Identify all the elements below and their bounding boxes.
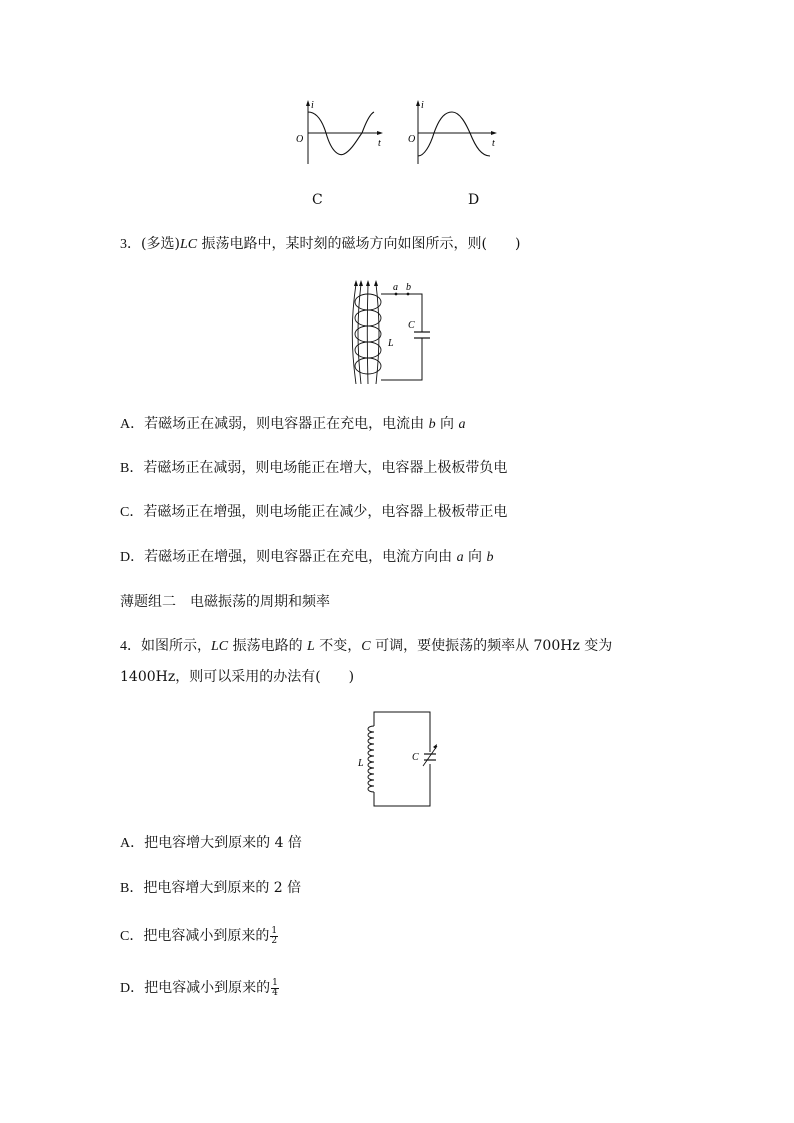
q3-number: 3． bbox=[120, 237, 141, 252]
q3-option-c bbox=[120, 502, 507, 523]
q4-option-d bbox=[120, 978, 279, 999]
q4-option-b-label: B． bbox=[120, 881, 144, 896]
q3-option-a-v2: a bbox=[458, 417, 466, 432]
q4-option-d-text: 把电容减小到原来的 bbox=[144, 980, 271, 996]
q3-option-b-label: B． bbox=[120, 461, 144, 476]
q4-option-c-label: C． bbox=[120, 929, 144, 944]
graph-c-axis-i: i bbox=[311, 100, 314, 111]
q4-figure-L: L bbox=[358, 758, 364, 769]
q3-figure-coil-circuit bbox=[348, 278, 432, 388]
q3-option-d-v1: a bbox=[456, 550, 464, 565]
q4-option-a-text: 把电容增大到原来的 4 倍 bbox=[144, 835, 302, 851]
graph-d bbox=[408, 98, 502, 168]
graph-c-origin: O bbox=[296, 134, 304, 145]
graph-d-origin: O bbox=[408, 134, 416, 145]
q3-option-b-text: 若磁场正在减弱，则电场能正在增大，电容器上极板带负电 bbox=[143, 460, 508, 476]
q4-stem-line1 bbox=[120, 636, 612, 657]
q3-option-d bbox=[120, 547, 493, 568]
q4-text3: 不变， bbox=[314, 638, 362, 654]
q4-option-a-label: A． bbox=[120, 836, 145, 851]
q4-option-c-fraction bbox=[270, 927, 278, 946]
q3-option-d-mid: 向 bbox=[463, 549, 487, 565]
q4-option-c bbox=[120, 926, 278, 947]
q3-lc: LC bbox=[179, 237, 198, 252]
q3-figure-C: C bbox=[408, 320, 415, 331]
q4-number: 4． bbox=[120, 639, 141, 654]
q3-figure-L: L bbox=[388, 338, 394, 349]
q4-figure-lc-circuit bbox=[354, 708, 438, 810]
q4-option-d-denominator: 4 bbox=[272, 987, 278, 998]
q3-option-d-v2: b bbox=[486, 550, 494, 565]
graph-d-label: D bbox=[468, 192, 480, 208]
q3-option-a-text: 若磁场正在减弱，则电容器正在充电，电流由 bbox=[144, 416, 429, 432]
q3-option-c-label: C． bbox=[120, 505, 144, 520]
q4-option-d-label: D． bbox=[120, 981, 145, 996]
q4-C: C bbox=[361, 639, 371, 654]
section-title: 薄题组二 电磁振荡的周期和频率 bbox=[120, 594, 330, 610]
q3-stem bbox=[120, 234, 520, 255]
q4-text1: 如图所示， bbox=[141, 638, 211, 654]
q3-stem-text: 振荡电路中，某时刻的磁场方向如图所示，则( ) bbox=[197, 236, 521, 252]
graph-d-axis-t: t bbox=[492, 138, 495, 149]
graph-c-label: C bbox=[312, 192, 323, 208]
q3-option-d-label: D． bbox=[120, 550, 145, 565]
q4-option-c-numerator: 1 bbox=[271, 925, 278, 936]
q4-text2: 振荡电路的 bbox=[228, 638, 308, 654]
q3-option-a-label: A． bbox=[120, 417, 145, 432]
q4-stem-line2: 1400Hz，则可以采用的办法有( ) bbox=[120, 669, 355, 685]
graph-c bbox=[296, 98, 386, 168]
q3-option-d-text: 若磁场正在增强，则电容器正在充电，电流方向由 bbox=[144, 549, 457, 565]
q3-option-c-text: 若磁场正在增强，则电场能正在减少，电容器上极板带正电 bbox=[143, 504, 508, 520]
q3-prefix: (多选) bbox=[141, 236, 180, 252]
q4-lc: LC bbox=[211, 639, 229, 654]
q4-option-d-numerator: 1 bbox=[272, 977, 278, 988]
graph-c-axis-t: t bbox=[378, 138, 381, 149]
q4-text4: 可调，要使振荡的频率从 700Hz 变为 bbox=[370, 638, 613, 654]
q3-figure-a: a bbox=[393, 282, 398, 293]
q4-option-d-fraction bbox=[271, 979, 279, 998]
graph-d-axis-i: i bbox=[421, 100, 424, 111]
q3-option-a-v1: b bbox=[428, 417, 436, 432]
q4-option-b-text: 把电容增大到原来的 2 倍 bbox=[143, 880, 302, 896]
q4-option-b bbox=[120, 878, 301, 899]
q3-option-a-mid: 向 bbox=[435, 416, 459, 432]
q3-option-a bbox=[120, 414, 465, 435]
q3-option-b bbox=[120, 458, 507, 479]
q4-L: L bbox=[307, 639, 315, 654]
q4-option-c-text: 把电容减小到原来的 bbox=[143, 928, 270, 944]
q4-option-a bbox=[120, 833, 302, 854]
q3-figure-b: b bbox=[406, 282, 411, 293]
q4-figure-C: C bbox=[412, 752, 419, 763]
q4-option-c-denominator: 2 bbox=[271, 935, 278, 946]
